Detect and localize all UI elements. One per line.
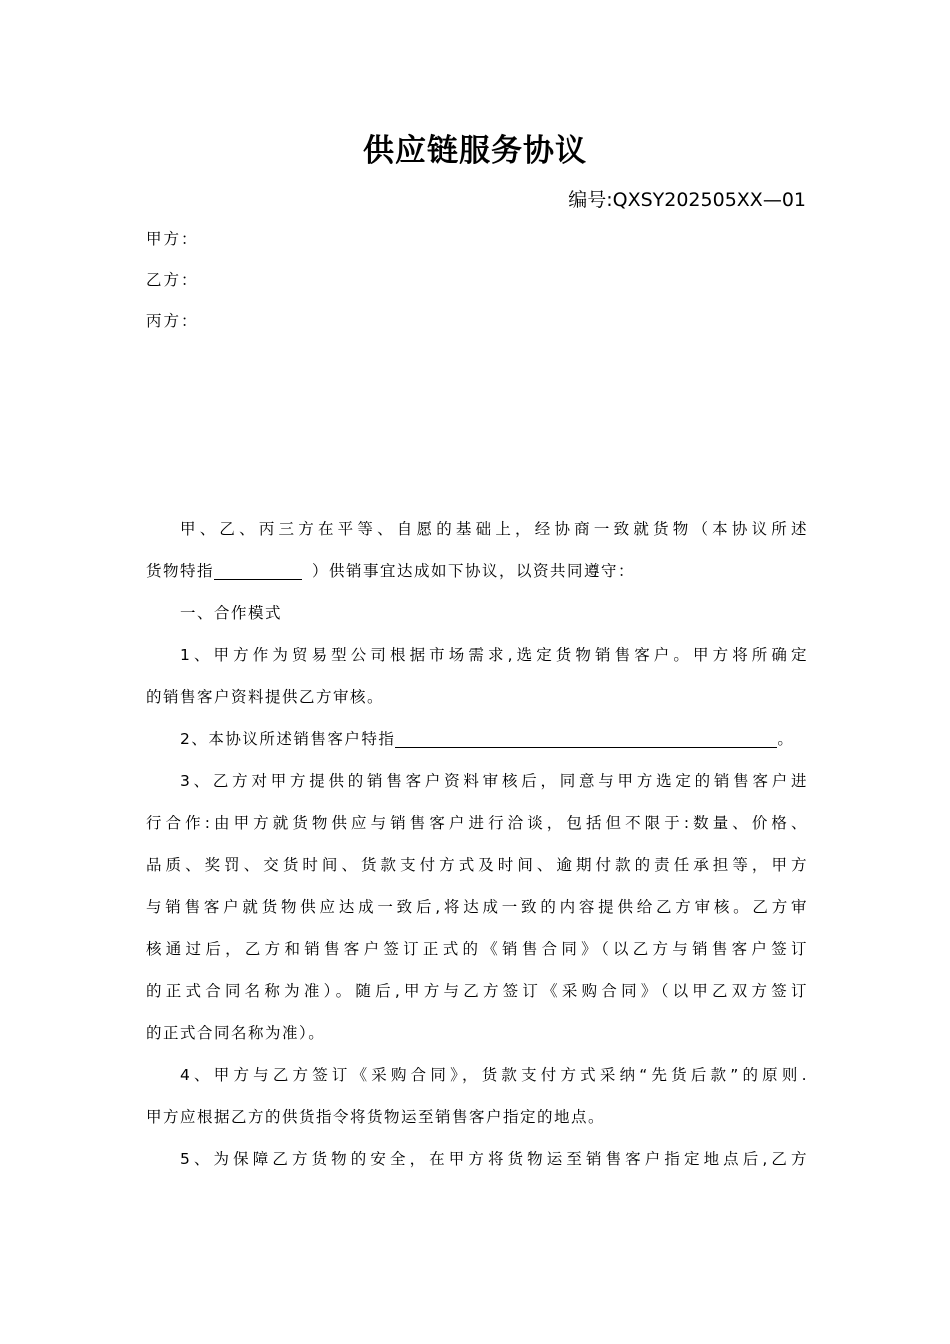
paragraph-line: 品质、奖罚、交货时间、货款支付方式及时间、逾期付款的责任承担等，甲方 [146,856,808,874]
paragraph-line [146,550,808,592]
paragraph-line: 核通过后，乙方和销售客户签订正式的《销售合同》（以乙方与销售客户签订 [146,940,808,958]
section-heading: 一、合作模式 [180,604,283,622]
agreement-body [146,508,808,1180]
party-c-label: 丙方： [146,312,199,330]
paragraph-line: 3、乙方对甲方提供的销售客户资料审核后，同意与甲方选定的销售客户进 [180,772,808,790]
paragraph-line: 的正式合同名称为准）。随后,甲方与乙方签订《采购合同》（以甲乙双方签订 [146,982,808,1000]
customer-blank-field [395,729,777,748]
goods-blank-field [214,561,302,580]
paragraph-line: 4、甲方与乙方签订《采购合同》，货款支付方式采纳“先货后款”的原则. [180,1066,808,1084]
paragraph-line: 5、为保障乙方货物的安全，在甲方将货物运至销售客户指定地点后,乙方 [180,1150,808,1168]
paragraph-line: 1、甲方作为贸易型公司根据市场需求,选定货物销售客户。甲方将所确定 [180,646,808,664]
paragraph-line: 的销售客户资料提供乙方审核。 [146,688,385,706]
party-a-label: 甲方： [146,230,199,248]
paragraph-text: ）供销事宜达成如下协议，以资共同遵守： [312,562,636,580]
paragraph-line [146,718,808,760]
document-number: 编号:QXSY202505XX—01 [568,189,806,211]
document-title: 供应链服务协议 [363,133,587,169]
paragraph-text: 2、本协议所述销售客户特指 [180,730,396,748]
paragraph-line: 行合作:由甲方就货物供应与销售客户进行洽谈，包括但不限于:数量、价格、 [146,814,808,832]
paragraph-line: 与销售客户就货物供应达成一致后,将达成一致的内容提供给乙方审核。乙方审 [146,898,808,916]
paragraph-line: 甲、乙、丙三方在平等、自愿的基础上，经协商一致就货物（本协议所述 [180,520,808,538]
paragraph-line: 甲方应根据乙方的供货指令将货物运至销售客户指定的地点。 [146,1108,606,1126]
party-b-label: 乙方： [146,271,199,289]
paragraph-text: 。 [777,730,795,748]
paragraph-line: 的正式合同名称为准）。 [146,1024,326,1042]
paragraph-text: 货物特指 [146,562,215,580]
